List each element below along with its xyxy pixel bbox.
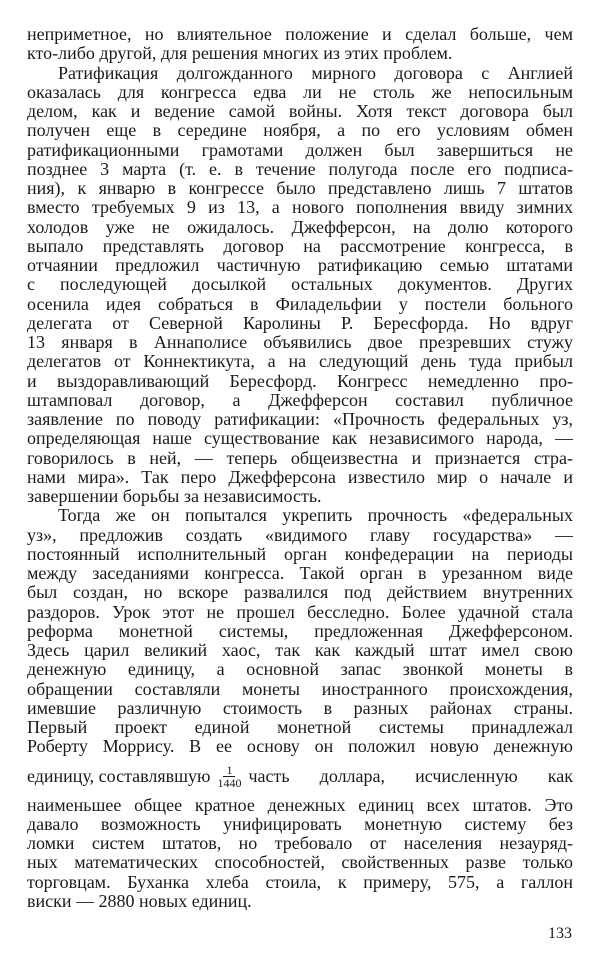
text-line: торговцам. Буханка хлеба стоила, к примеру, 575, а галлон — [27, 871, 573, 892]
text-line: уз», предложив создать «видимого главу государства» — — [27, 524, 573, 545]
page-body — [27, 25, 573, 911]
text-line: ния), к январю в конгрессе было представлено лишь 7 штатов — [27, 178, 573, 198]
text-line: завершении борьбы за независимость. — [27, 486, 322, 506]
text-line: позднее 3 марта (т. е. в течение полугода после его подписа- — [27, 158, 573, 179]
text-line: с последующей досылкой остальных документов. Других — [27, 274, 573, 295]
text-line: Роберту Моррису. В ее основу он положил новую денежную — [27, 736, 573, 757]
text-line: ных математических способностей, свойственных разве только — [27, 852, 573, 873]
text-line: холодов уже не ожидалось. Джефферсон, на долю которого — [27, 216, 573, 237]
text-segment: единицу, составлявшую — [27, 765, 211, 786]
text-line: оказалась для конгресса едва ли не столь же непосильным — [27, 81, 573, 102]
text-line: получен еще в середине ноября, а по его условиям обмен — [27, 120, 573, 141]
fraction — [214, 764, 244, 789]
text-line: был создан, но вскоре развалился под действием внутренних — [27, 582, 573, 603]
text-line: ратификационными грамотами должен был завершиться не — [27, 139, 573, 160]
text-line: вместо требуемых 9 из 13, а нового пополнения ввиду зимних — [27, 197, 573, 218]
text-line: неприметное, но влиятельное положение и сделал больше, чем — [27, 24, 573, 44]
text-line: реформа монетной системы, предложенная Джефферсоном. — [27, 620, 573, 641]
text-segment: часть доллара, исчисленную как — [248, 765, 573, 786]
text-line: делегата от Северной Каролины Р. Бересфорда. Но вдруг — [27, 312, 573, 333]
text-line: раздоров. Урок этот не прошел бесследно. Более удачной стала — [27, 601, 573, 622]
fraction-line — [27, 757, 573, 796]
text-line: Первый проект единой монетной системы принадлежал — [27, 717, 573, 737]
text-line: наименьшее общее кратное денежных единиц всех штатов. Это — [27, 794, 573, 815]
text-line: денежную единицу, а основной запас звонкой монеты в — [27, 659, 573, 680]
text-line: выпало представлять договор на рассмотрение конгресса, в — [27, 235, 573, 256]
text-line: заявление по поводу ратификации: «Прочность федеральных уз, — [27, 409, 573, 429]
text-line: осенила идея собраться в Филадельфии у постели больного — [27, 293, 573, 314]
text-line: нами мира». Так перо Джефферсона известило мир о начале и — [27, 466, 573, 487]
text-line: обращении составляли монеты иностранного происхождения, — [27, 678, 573, 699]
text-line: Здесь царил великий хаос, так как каждый штат имел свою — [27, 640, 573, 660]
text-line: виски — 2880 новых единиц. — [27, 890, 252, 911]
text-line: давало возможность унифицировать монетную систему без — [27, 813, 573, 834]
fraction-numerator: 1 — [223, 764, 235, 777]
text-line: 13 января в Аннаполисе объявились двое презревших стужу — [27, 332, 573, 352]
fraction-denominator: 1440 — [217, 775, 242, 790]
text-line: делом, как и ведение самой войны. Хотя текст договора был — [27, 101, 573, 121]
text-line: Ратификация долгожданного мирного договора с Англией — [58, 62, 573, 83]
text-line: и выздоравливающий Бересфорд. Конгресс немедленно про- — [27, 370, 573, 391]
text-line: постоянный исполнительный орган конфедерации на периоды — [27, 543, 573, 564]
text-line: говорилось в ней, — теперь общеизвестна и признается стра- — [27, 447, 573, 468]
text-line: ломки систем штатов, но требовало от населения незауряд- — [27, 833, 573, 853]
text-line: штамповал договор, а Джефферсон составил публичное — [27, 389, 573, 410]
page-number: 133 — [548, 925, 572, 942]
text-line: отчаянии предложил частичную ратификацию семью штатами — [27, 255, 573, 275]
text-line: делегатов от Коннектикута, а на следующий день туда прибыл — [27, 351, 573, 372]
text-line: определяющая наше существование как независимого народа, — — [27, 428, 573, 449]
text-line: имевшие различную стоимость в разных районах страны. — [27, 697, 573, 718]
text-line: Тогда же он попытался укрепить прочность «федеральных — [58, 505, 573, 526]
text-line: между заседаниями конгресса. Такой орган в урезанном виде — [27, 563, 573, 583]
text-line: кто-либо другой, для решения многих из этих проблем. — [27, 43, 453, 64]
